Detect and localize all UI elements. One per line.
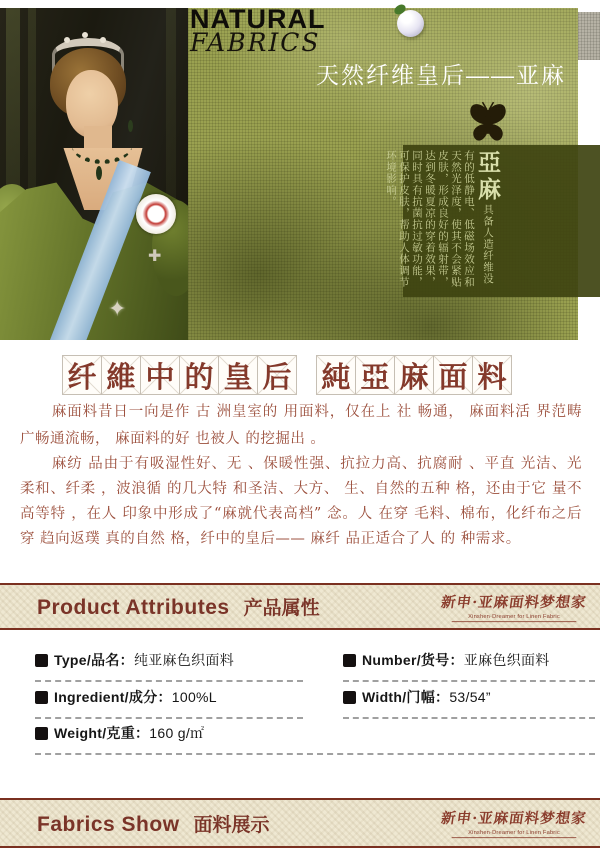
attribute-label: Number/货号： [362, 652, 464, 668]
grid-char: 純 [316, 355, 356, 395]
grid-char: 后 [257, 355, 297, 395]
heading-cn: 产品属性 [243, 598, 320, 619]
pushpin-icon [397, 10, 424, 37]
butterfly-icon [466, 100, 510, 151]
grid-char: 面 [433, 355, 473, 395]
product-attributes-heading [0, 593, 320, 620]
brand-logo [438, 807, 590, 839]
attribute-value: 100%L [171, 689, 217, 705]
brand-wordmark [190, 6, 325, 55]
square-bullet-icon [35, 654, 48, 667]
grid-gap [296, 355, 316, 395]
attribute-row-ingredient [35, 687, 303, 719]
grid-char: 亞 [355, 355, 395, 395]
queen-portrait-photo [0, 8, 188, 340]
pushpin-leaf [393, 3, 407, 16]
attribute-value: 53/54” [449, 689, 491, 705]
grid-char: 的 [179, 355, 219, 395]
attribute-row-type [35, 650, 303, 682]
heading-en: Fabrics Show [37, 812, 180, 836]
grid-char: 纤 [62, 355, 102, 395]
brand-line-natural: NATURAL [190, 4, 326, 34]
heading-cn: 面料展示 [193, 814, 270, 836]
square-bullet-icon [35, 691, 48, 704]
grid-char: 皇 [218, 355, 258, 395]
fabrics-show-heading [0, 810, 270, 837]
attribute-label: Ingredient/成分： [54, 689, 172, 705]
star-medal-icon: ✦ [108, 296, 127, 321]
earring [128, 120, 133, 132]
tiara-jewel [82, 32, 88, 38]
square-bullet-icon [343, 691, 356, 704]
intro-paragraph-1: 麻面料昔日一向是作 古 洲皇室的 用面料，仅在上 社 畅通， 麻面料活 界范畴 广畅通流畅， 麻面料的好 也被人 的挖掘出 。 [20, 404, 582, 447]
brand-logo-cn: 新申·亚麻面料梦想家 [439, 593, 588, 611]
hero-headline: 天然纤维皇后——亚麻 [316, 62, 566, 88]
tiara-jewel [100, 37, 106, 43]
attribute-value: 160 g/㎡ [149, 725, 205, 741]
grid-char: 料 [472, 355, 512, 395]
cross-medal-icon: ✚ [148, 248, 162, 265]
emerald-necklace [72, 128, 132, 164]
intro-paragraph-2: 麻纺 品由于有吸湿性好、无 、保暖性强、抗拉力高、抗腐耐 、平直 光洁、光 柔和、纤柔 ，波浪循 的几大特 和圣洁、大方、 生、自然的五种 格，还由于它 量不高等特 ，在人 印象中形成了“麻就代表高档” 念。人 在穿 毛料、棉布，化纤布之后穿 趋向返璞 真的自然 格，纤中的皇后—— 麻纤 品正适合了人 的 种需求。 [20, 456, 582, 547]
calligraphy-title [62, 355, 511, 395]
order-rosette [136, 194, 176, 234]
square-bullet-icon [35, 727, 48, 740]
attribute-label: Type/品名： [54, 652, 134, 668]
tiara-jewel [64, 37, 70, 43]
fabrics-show-bar [0, 798, 600, 848]
vertical-copy-body: 具备人造纤维没有的低静电、低磁场效应和天然光泽度，使其不会紧贴皮肤，形成良好的辐射带，达到冬暖夏凉的穿着效果，同时具有抗菌抗过敏功能，可保护皮肤，帮助人体调节环境影响。 [385, 150, 494, 288]
product-attributes-bar [0, 583, 600, 630]
grid-char: 中 [140, 355, 180, 395]
brand-logo [438, 591, 590, 623]
brand-logo-en: Xinshen·Dreamer for Linen Fabric [452, 830, 577, 838]
square-bullet-icon [343, 654, 356, 667]
grid-char: 麻 [394, 355, 434, 395]
necklace-pendant [96, 166, 102, 180]
brand-logo-en: Xinshen·Dreamer for Linen Fabric [452, 613, 577, 621]
attribute-row-width [343, 687, 595, 719]
brand-line-fabrics: FABRICS [190, 28, 321, 57]
attribute-row-weight [35, 723, 595, 755]
gray-fabric-corner [578, 12, 600, 60]
brand-logo-cn: 新申·亚麻面料梦想家 [439, 810, 588, 827]
vertical-copy [384, 150, 500, 292]
attribute-label: Width/门幅： [362, 689, 450, 705]
attribute-value: 纯亚麻色织面料 [133, 652, 235, 668]
vertical-copy-title: 亞麻 [475, 150, 501, 204]
grid-char: 維 [101, 355, 141, 395]
heading-en: Product Attributes [37, 596, 230, 619]
attribute-label: Weight/克重： [54, 725, 150, 741]
attribute-value: 亚麻色织面料 [463, 652, 550, 668]
attribute-row-number [343, 650, 595, 682]
linen-description-panel [385, 145, 600, 297]
